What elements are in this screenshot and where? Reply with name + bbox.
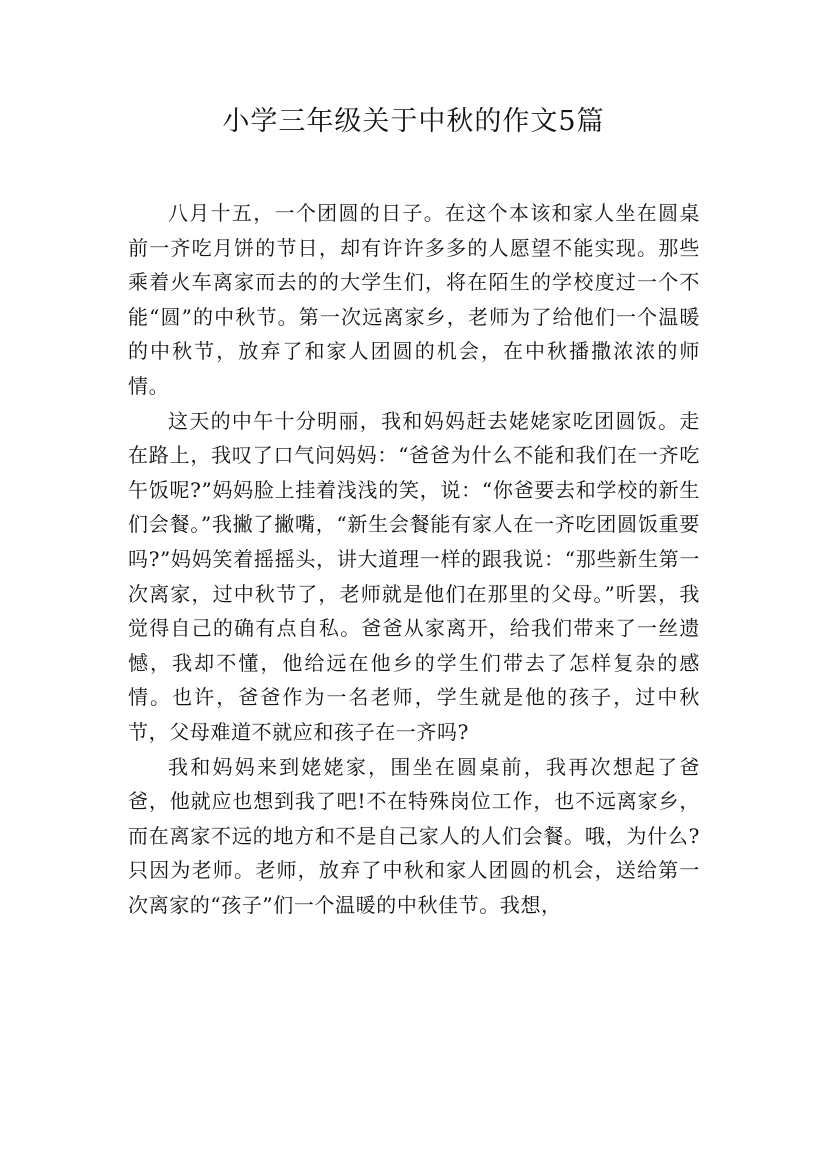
document-title: 小学三年级关于中秋的作文5篇 — [222, 106, 605, 137]
paragraph-2: 这天的中午十分明丽，我和妈妈赶去姥姥家吃团圆饭。走在路上，我叹了口气问妈妈：“爸爸为什么不能和我们在一齐吃午饭呢?”妈妈脸上挂着浅浅的笑，说：“你爸要去和学校的新生们会餐。”我撇了撇嘴，“新生会餐能有家人在一齐吃团圆饭重要吗?”妈妈笑着摇摇头，讲大道理一样的跟我说：“那些新生第一次离家，过中秋节了，老师就是他们在那里的父母。”听罢，我觉得自己的确有点自私。爸爸从家离开，给我们带来了一丝遗憾，我却不懂，他给远在他乡的学生们带去了怎样复杂的感情。也许，爸爸作为一名老师，学生就是他的孩子，过中秋节，父母难道不就应和孩子在一齐吗? — [128, 408, 700, 744]
document-body — [128, 196, 700, 922]
paragraph-1: 八月十五，一个团圆的日子。在这个本该和家人坐在圆桌前一齐吃月饼的节日，却有许许多多的人愿望不能实现。那些乘着火车离家而去的的大学生们，将在陌生的学校度过一个不能“圆”的中秋节。第一次远离家乡，老师为了给他们一个温暖的中秋节，放弃了和家人团圆的机会，在中秋播撒浓浓的师情。 — [128, 201, 700, 398]
paragraph-3: 我和妈妈来到姥姥家，围坐在圆桌前，我再次想起了爸爸，他就应也想到我了吧!不在特殊岗位工作，也不远离家乡，而在离家不远的地方和不是自己家人的人们会餐。哦，为什么?只因为老师。老师，放弃了中秋和家人团圆的机会，送给第一次离家的“孩子”们一个温暖的中秋佳节。我想， — [128, 754, 700, 917]
